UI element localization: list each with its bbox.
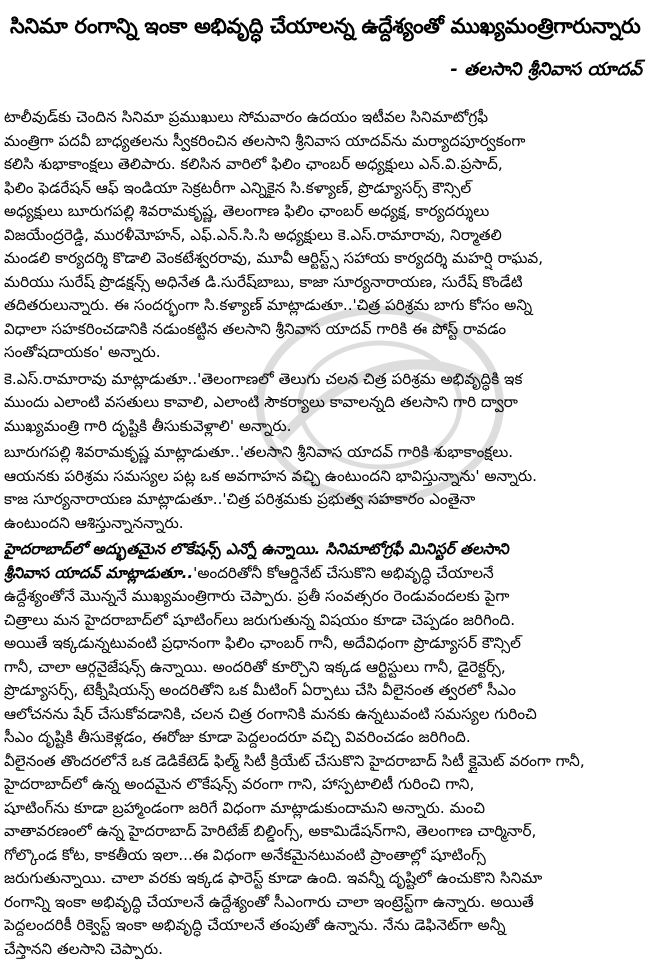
- text-line: ఉంటుందని ఆశిస్తున్నానన్నారు.: [4, 512, 654, 536]
- text-line: మండలి కార్యదర్శి కొడాలి వెంకటేశ్వరరావు, మూవీ ఆర్టిస్ట్స్ సహాయ కార్యదర్శి మహర్షి రాఘవ,: [4, 247, 654, 271]
- text-line: [4, 562, 654, 586]
- text-line: కె.ఎస్.రామారావు మాట్లాడుతూ..'తెలంగాణలో తెలుగు చలన చిత్ర పరిశ్రమ అభివృద్ధికి ఇక: [4, 368, 654, 392]
- text-line: సంతోషదాయకం' అన్నారు.: [4, 341, 654, 365]
- paragraph-4: [4, 538, 654, 961]
- text-line: తదితరులున్నారు. ఈ సందర్భంగా సి.కళ్యాణ్ మాట్లాడుతూ..'చిత్ర పరిశ్రమ బాగు కోసం అన్ని: [4, 294, 654, 318]
- text-line: గానీ, చాలా ఆర్గనైజేషన్స్ ఉన్నాయి. అందరితో కూర్చొని ఇక్కడ ఆర్టిస్టులు గానీ, డైరెక్టర్స్,: [4, 656, 654, 680]
- text-line: చేస్తానని తలసాని చెప్పారు.: [4, 938, 654, 961]
- text-line: గోల్కొండ కోట, కాకతీయ ఇలా...ఈ విధంగా అనేకమైనటువంటి ప్రాంతాల్లో షూటింగ్స్: [4, 844, 654, 868]
- article-byline: - తలసాని శ్రీనివాస యాదవ్: [4, 58, 642, 82]
- text-line: వీలైనంత తొందరలోనే ఒక డెడికేటెడ్ ఫిల్మ్ సిటీ క్రియేట్ చేసుకొని హైదరాబాద్ సిటీ క్లైమెట్ వరంగా గానీ,: [4, 750, 654, 774]
- text-line: వాతావరణంలో ఉన్న హైదరాబాద్ హెరిటేజ్ బిల్డింగ్స్, అకామిడేషన్‌గాని, తెలంగాణ చార్మినార్,: [4, 820, 654, 844]
- text-line: టాలీవుడ్‌కు చెందిన సినిమా ప్రముఖులు సోమవారం ఉదయం ఇటీవల సినిమాటోగ్రఫీ: [4, 106, 654, 130]
- text-line: జరుగుతున్నాయి. చాలా వరకు ఇక్కడ ఫారెస్ట్ కూడా ఉంది. ఇవన్నీ దృష్టిలో ఉంచుకొని సినిమా: [4, 867, 654, 891]
- text-line: సీఎం దృష్టికి తీసుకెళ్లడం, ఈరోజు కూడా పెద్దలందరూ వచ్చి వివరించడం జరిగింది.: [4, 726, 654, 750]
- text-line: మంత్రిగా పదవీ బాధ్యతలను స్వీకరించిన తలసాని శ్రీనివాస యాదవ్‌ను మర్యాదపూర్వకంగా: [4, 130, 654, 154]
- text-line: మరియు సురేష్ ప్రొడక్షన్స్ అధినేత డి.సురేష్‌బాబు, కాజా సూర్యనారాయణ, సురేష్ కొండేటి: [4, 271, 654, 295]
- text-line: విధాలా సహకరించడానికి నడుంకట్టిన తలసాని శ్రీనివాస యాదవ్ గారికి ఈ పోస్ట్ రావడం: [4, 318, 654, 342]
- text-line: చిత్రాలు మన హైదరాబాద్‌లో షూటింగ్‌లు జరుగుతున్న విషయం కూడా చెప్పడం జరిగింది.: [4, 609, 654, 633]
- paragraph-3: [4, 441, 654, 535]
- text-line: ఆలోచనను షేర్ చేసుకోవడానికి, చలన చిత్ర రంగానికి మనకు ఉన్నటువంటి సమస్యల గురించి: [4, 703, 654, 727]
- article-headline: సినిమా రంగాన్ని ఇంకా అభివృద్ధి చేయాలన్న ఉద్దేశ్యంతో ముఖ్యమంత్రిగారున్నారు: [10, 12, 654, 40]
- quote-start: 'అందరితోనీ కోఆర్డినేట్ చేసుకొని అభివృద్ధి చేయాలనే: [193, 564, 494, 582]
- paragraph-2: [4, 368, 654, 439]
- text-line: ఉద్దేశ్యంతోనే మొన్ననే ముఖ్యమంత్రిగారు చెప్పారు. ప్రతీ సంవత్సరం రెండువందలకు పైగా: [4, 585, 654, 609]
- text-line: హైదరాబాద్‌లో ఉన్న అందమైన లొకేషన్స్ వరంగా గాని, హాస్పటాలిటీ గురించి గాని,: [4, 773, 654, 797]
- paragraph-1: [4, 106, 654, 365]
- text-line: విజయేంద్రరెడ్డి, మురళీమోహన్, ఎఫ్.ఎన్.సి.సి అధ్యక్షులు కె.ఎస్.రామారావు, నిర్మాతలి: [4, 224, 654, 248]
- text-line: ప్రొడ్యూసర్స్, టెక్నీషియన్స్ అందరితోని ఒక మీటింగ్ ఏర్పాటు చేసి వీలైనంత త్వరలో సీఎం: [4, 679, 654, 703]
- text-line: షూటింగ్‌ను కూడా బ్రహ్మాండంగా జరిగే విధంగా మాట్లాడుకుందామని అన్నారు. మంచి: [4, 797, 654, 821]
- text-line: అధ్యక్షులు బూరుగపల్లి శివరామకృష్ణ, తెలంగాణ ఫిలిం ఛాంబర్ అధ్యక్ష, కార్యదర్శులు: [4, 200, 654, 224]
- text-line: ముందు ఎలాంటి వసతులు కావాలి, ఎలాంటి సౌకర్యాలు కావాలన్నది తలసాని గారి ద్వారా: [4, 391, 654, 415]
- section-subhead-speaker: శ్రీనివాస యాదవ్ మాట్లాడుతూ..: [4, 564, 193, 582]
- text-line: పెద్దలందరికీ రిక్వెస్ట్ ఇంకా అభివృద్ధి చేయాలనే తంపుతో ఉన్నాను. నేను డెఫినెట్‌గా అన్నీ: [4, 914, 654, 938]
- text-line: బూరుగపల్లి శివరామకృష్ణ మాట్లాడుతూ..'తలసాని శ్రీనివాస యాదవ్ గారికి శుభాకాంక్షలు.: [4, 441, 654, 465]
- text-line: కలిసి శుభాకాంక్షలు తెలిపారు. కలిసిన వారిలో ఫిలిం ఛాంబర్ అధ్యక్షులు ఎన్.వి.ప్రసాద్,: [4, 153, 654, 177]
- text-line: ముఖ్యమంత్రి గారి దృష్టికి తీసుకువెళ్లాలి' అన్నారు.: [4, 415, 654, 439]
- text-line: ఆయనకు పరిశ్రమ సమస్యల పట్ల ఒక అవగాహన వచ్చి ఉంటుందని భావిస్తున్నాను' అన్నారు.: [4, 465, 654, 489]
- section-subhead: హైదరాబాద్‌లో అద్భుతమైన లొకేషన్స్ ఎన్నో ఉన్నాయి. సినిమాటోగ్రఫీ మినిస్టర్ తలసాని: [4, 538, 654, 562]
- text-line: కాజ సూర్యనారాయణ మాట్లాడుతూ..'చిత్ర పరిశ్రమకు ప్రభుత్వ సహకారం ఎంతైనా: [4, 488, 654, 512]
- text-line: రంగాన్ని ఇంకా అభివృద్ధి చేయాలనే ఉద్దేశ్యంతో సీఎంగారు చాలా ఇంట్రెస్ట్‌గా ఉన్నారు. అయితే: [4, 891, 654, 915]
- text-line: అయితే ఇక్కడున్నటువంటి ప్రధానంగా ఫిలిం ఛాంబర్ గానీ, అదేవిధంగా ప్రొడ్యూసర్ కౌన్సిల్: [4, 632, 654, 656]
- text-line: ఫిలిం ఫెడరేషన్ ఆఫ్ ఇండియా సెక్రటరీగా ఎన్నికైన సి.కళ్యాణ్, ప్రొడ్యూసర్స్ కౌన్సిల్: [4, 177, 654, 201]
